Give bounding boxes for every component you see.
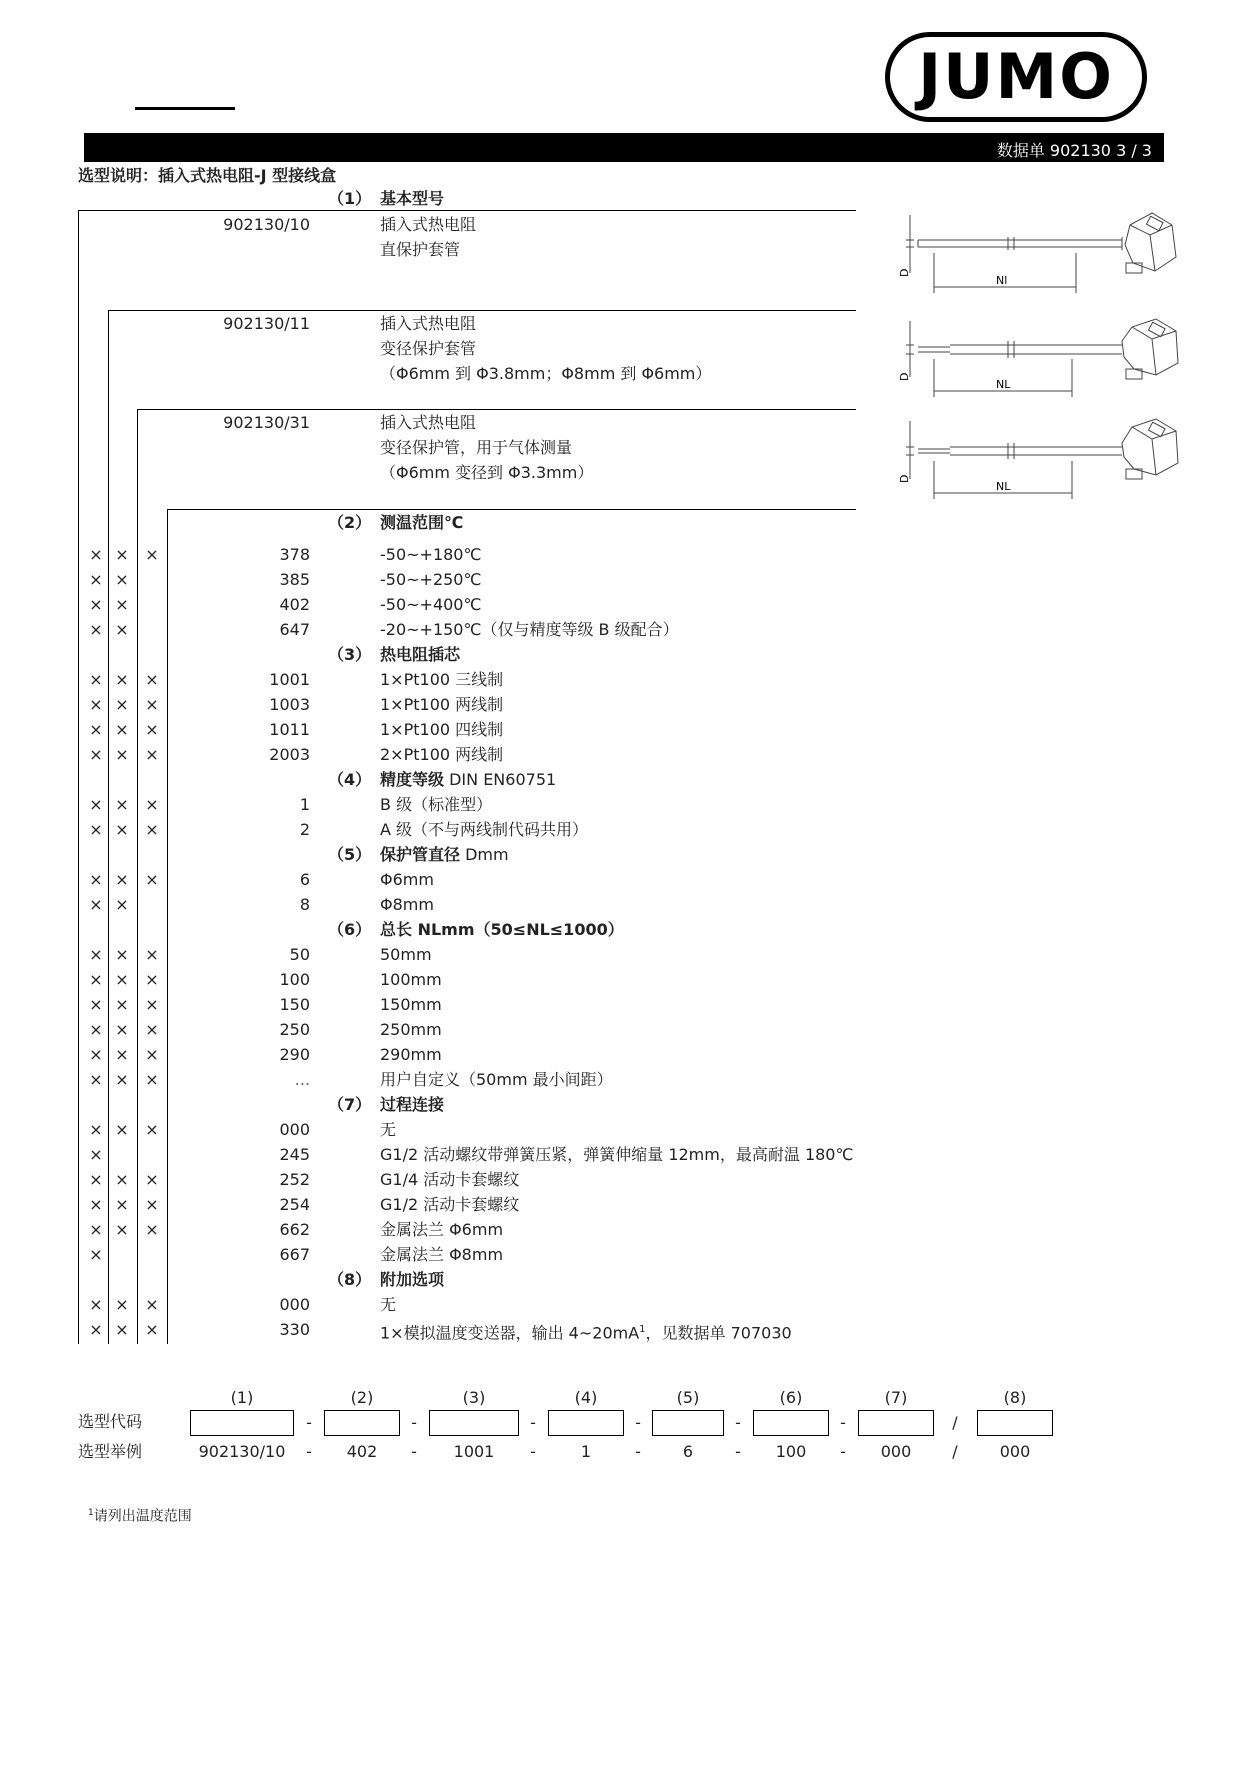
- example-value-8: 000: [999, 1442, 1031, 1461]
- desc: -50~+180℃: [380, 545, 482, 564]
- mark: ×: [89, 995, 103, 1014]
- desc: 290mm: [380, 1045, 442, 1064]
- desc: 金属法兰 Φ6mm: [380, 1220, 504, 1239]
- header-rule: [135, 107, 235, 110]
- order-num-5: (5): [676, 1388, 700, 1407]
- mark: ×: [115, 1320, 129, 1339]
- section-5-number: （5）: [328, 845, 372, 864]
- mark: ×: [89, 1045, 103, 1064]
- mark: ×: [89, 820, 103, 839]
- section-7-number: （7）: [328, 1095, 372, 1114]
- logo-text: JUMO: [918, 40, 1114, 113]
- type-11-desc-2: 变径保护套管: [380, 339, 477, 358]
- section-6-number: （6）: [328, 920, 372, 939]
- mark: ×: [145, 1120, 159, 1139]
- section-2-title: 测温范围℃: [380, 513, 464, 532]
- code: 647: [279, 620, 310, 639]
- order-num-2: (2): [350, 1388, 374, 1407]
- mark: ×: [115, 1295, 129, 1314]
- mark: ×: [89, 1145, 103, 1164]
- mark: ×: [115, 995, 129, 1014]
- order-num-6: (6): [779, 1388, 803, 1407]
- mark: ×: [89, 870, 103, 889]
- type-10-code: 902130/10: [223, 215, 310, 234]
- example-separator: -: [840, 1442, 846, 1461]
- order-field-2[interactable]: [324, 1410, 400, 1436]
- mark: ×: [115, 620, 129, 639]
- footnote: $^1$请列出温度范围: [88, 1508, 192, 1525]
- code: 667: [279, 1245, 310, 1264]
- mark: ×: [115, 1195, 129, 1214]
- order-num-8: (8): [1003, 1388, 1027, 1407]
- mark: ×: [115, 1020, 129, 1039]
- mark: ×: [145, 1220, 159, 1239]
- code: 385: [279, 570, 310, 589]
- order-field-8[interactable]: [977, 1410, 1053, 1436]
- desc: 1×模拟温度变送器，输出 $4\sim 20mA^1$，见数据单 707030: [380, 1323, 792, 1343]
- section-5-title: 保护管直径 Dmm: [380, 845, 509, 864]
- example-value-4: 1: [580, 1442, 592, 1461]
- datasheet-number: 数据单 902130 3 / 3: [996, 141, 1152, 160]
- type-10-desc-2: 直保护套管: [380, 240, 461, 259]
- section-4-number: （4）: [328, 770, 372, 789]
- header-bar: [84, 133, 1164, 162]
- mark: ×: [115, 670, 129, 689]
- desc: B 级（标准型）: [380, 795, 493, 814]
- desc: 无: [380, 1295, 397, 1314]
- code: 245: [279, 1145, 310, 1164]
- code: 2: [299, 820, 310, 839]
- order-num-1: (1): [230, 1388, 254, 1407]
- type-11-desc-1: 插入式热电阻: [380, 314, 477, 333]
- mark: ×: [115, 870, 129, 889]
- section-3-number: （3）: [328, 645, 372, 664]
- mark: ×: [115, 945, 129, 964]
- type-11-code: 902130/11: [223, 314, 310, 333]
- order-field-3[interactable]: [429, 1410, 519, 1436]
- section-8-number: （8）: [328, 1270, 372, 1289]
- desc: Φ8mm: [380, 895, 434, 914]
- mark: ×: [145, 1045, 159, 1064]
- order-separator: -: [411, 1413, 417, 1432]
- code: 250: [279, 1020, 310, 1039]
- desc: -50~+250℃: [380, 570, 482, 589]
- nl-label: NL: [996, 378, 1011, 391]
- section-8-title: 附加选项: [380, 1270, 445, 1289]
- example-value-7: 000: [880, 1442, 912, 1461]
- desc: -20~+150℃（仅与精度等级 B 级配合）: [380, 620, 679, 639]
- code: 402: [279, 595, 310, 614]
- mark: ×: [115, 695, 129, 714]
- code: 1001: [269, 670, 310, 689]
- mark: ×: [115, 895, 129, 914]
- mark: ×: [89, 895, 103, 914]
- desc: 无: [380, 1120, 397, 1139]
- mark: ×: [115, 1220, 129, 1239]
- mark: ×: [145, 695, 159, 714]
- tree-line-3: [137, 409, 138, 1344]
- order-num-4: (4): [574, 1388, 598, 1407]
- d-label: D: [898, 474, 911, 483]
- mark: ×: [145, 1170, 159, 1189]
- mark: ×: [89, 1295, 103, 1314]
- mark: ×: [145, 820, 159, 839]
- section-2-number: （2）: [328, 513, 372, 532]
- code: 6: [299, 870, 310, 889]
- code: 8: [299, 895, 310, 914]
- mark: ×: [89, 695, 103, 714]
- mark: ×: [89, 545, 103, 564]
- mark: ×: [145, 970, 159, 989]
- type-31-rule: [137, 409, 856, 410]
- desc: 1×Pt100 两线制: [380, 695, 504, 714]
- code: 662: [279, 1220, 310, 1239]
- code: ...: [294, 1070, 310, 1089]
- example-value-6: 100: [775, 1442, 807, 1461]
- desc: 金属法兰 Φ8mm: [380, 1245, 504, 1264]
- order-field-4[interactable]: [548, 1410, 624, 1436]
- desc: 1×Pt100 三线制: [380, 670, 504, 689]
- mark: ×: [145, 670, 159, 689]
- order-field-1[interactable]: [190, 1410, 294, 1436]
- mark: ×: [115, 1070, 129, 1089]
- example-separator: -: [530, 1442, 536, 1461]
- desc: A 级（不与两线制代码共用）: [380, 820, 589, 839]
- d-label: D: [898, 268, 911, 277]
- mark: ×: [89, 595, 103, 614]
- mark: ×: [115, 1045, 129, 1064]
- type-11-rule: [108, 310, 856, 311]
- order-num-3: (3): [462, 1388, 486, 1407]
- order-field-6[interactable]: [753, 1410, 829, 1436]
- desc: 250mm: [380, 1020, 442, 1039]
- desc: -50~+400℃: [380, 595, 482, 614]
- tree-line-2: [108, 310, 109, 1344]
- section-6-title: 总长 NLmm（50≤NL≤1000）: [380, 920, 624, 939]
- code: 000: [279, 1120, 310, 1139]
- section-1-title: 基本型号: [380, 189, 445, 208]
- order-separator: -: [635, 1413, 641, 1432]
- desc: 100mm: [380, 970, 442, 989]
- mark: ×: [115, 595, 129, 614]
- mark: ×: [145, 995, 159, 1014]
- mark: ×: [145, 1295, 159, 1314]
- section-1-number: （1）: [328, 189, 372, 208]
- code: 000: [279, 1295, 310, 1314]
- mark: ×: [145, 870, 159, 889]
- mark: ×: [145, 720, 159, 739]
- order-separator-slash: /: [952, 1413, 958, 1432]
- d-label: D: [898, 372, 911, 381]
- example-separator: -: [306, 1442, 312, 1461]
- mark: ×: [89, 1195, 103, 1214]
- mark: ×: [89, 1220, 103, 1239]
- mark: ×: [115, 545, 129, 564]
- desc: 50mm: [380, 945, 432, 964]
- mark: ×: [115, 1170, 129, 1189]
- mark: ×: [89, 620, 103, 639]
- code: 254: [279, 1195, 310, 1214]
- desc: G1/2 活动螺纹带弹簧压紧，弹簧伸缩量 12mm，最高耐温 180℃: [380, 1145, 854, 1164]
- mark: ×: [89, 720, 103, 739]
- type-31-desc-3: （Φ6mm 变径到 Φ3.3mm）: [380, 463, 594, 482]
- tree-line-1: [78, 210, 79, 1344]
- mark: ×: [145, 1320, 159, 1339]
- example-value-1: 902130/10: [198, 1442, 286, 1461]
- desc: 1×Pt100 四线制: [380, 720, 504, 739]
- mark: ×: [145, 745, 159, 764]
- desc: G1/4 活动卡套螺纹: [380, 1170, 520, 1189]
- mark: ×: [115, 970, 129, 989]
- mark: ×: [89, 670, 103, 689]
- order-num-7: (7): [884, 1388, 908, 1407]
- mark: ×: [145, 1070, 159, 1089]
- thermometer-figure-gas: [900, 413, 1180, 513]
- desc: 150mm: [380, 995, 442, 1014]
- thermometer-figure-reduced: [900, 315, 1180, 415]
- order-field-7[interactable]: [858, 1410, 934, 1436]
- order-separator: -: [840, 1413, 846, 1432]
- example-separator-slash: /: [952, 1442, 958, 1461]
- code: 1011: [269, 720, 310, 739]
- type-31-code: 902130/31: [223, 413, 310, 432]
- mark: ×: [145, 1195, 159, 1214]
- type-11-desc-3: （Φ6mm 到 Φ3.8mm；Φ8mm 到 Φ6mm）: [380, 364, 712, 383]
- type-31-desc-2: 变径保护管，用于气体测量: [380, 438, 573, 457]
- desc: Φ6mm: [380, 870, 434, 889]
- mark: ×: [89, 795, 103, 814]
- desc: 用户自定义（50mm 最小间距）: [380, 1070, 613, 1089]
- mark: ×: [145, 1020, 159, 1039]
- mark: ×: [145, 545, 159, 564]
- mark: ×: [115, 720, 129, 739]
- code: 150: [279, 995, 310, 1014]
- mark: ×: [89, 1170, 103, 1189]
- order-separator: -: [530, 1413, 536, 1432]
- mark: ×: [89, 570, 103, 589]
- order-field-5[interactable]: [652, 1410, 724, 1436]
- mark: ×: [115, 795, 129, 814]
- tree-line-4: [167, 509, 168, 1344]
- code: 50: [289, 945, 310, 964]
- order-separator: -: [306, 1413, 312, 1432]
- section-4-title: 精度等级 DIN EN60751: [380, 770, 557, 789]
- code: 1003: [269, 695, 310, 714]
- mark: ×: [89, 1070, 103, 1089]
- desc: 2×Pt100 两线制: [380, 745, 504, 764]
- example-value-3: 1001: [453, 1442, 495, 1461]
- mark: ×: [115, 570, 129, 589]
- order-code-label: 选型代码: [78, 1412, 143, 1431]
- type-10-desc-1: 插入式热电阻: [380, 215, 477, 234]
- example-value-2: 402: [346, 1442, 378, 1461]
- section-3-title: 热电阻插芯: [380, 645, 461, 664]
- mark: ×: [145, 945, 159, 964]
- example-separator: -: [411, 1442, 417, 1461]
- desc: G1/2 活动卡套螺纹: [380, 1195, 520, 1214]
- nl-label: Nl: [996, 274, 1008, 287]
- mark: ×: [89, 745, 103, 764]
- mark: ×: [89, 945, 103, 964]
- mark: ×: [115, 745, 129, 764]
- jumo-logo: [885, 32, 1147, 122]
- code: 330: [279, 1320, 310, 1339]
- mark: ×: [89, 1245, 103, 1264]
- example-value-5: 6: [682, 1442, 694, 1461]
- example-separator: -: [635, 1442, 641, 1461]
- code: 252: [279, 1170, 310, 1189]
- order-separator: -: [735, 1413, 741, 1432]
- mark: ×: [115, 1120, 129, 1139]
- mark: ×: [89, 1120, 103, 1139]
- section-1-rule: [78, 210, 856, 211]
- nl-label: NL: [996, 480, 1011, 493]
- thermometer-figure-straight: [900, 205, 1180, 315]
- section-7-title: 过程连接: [380, 1095, 445, 1114]
- type-31-desc-1: 插入式热电阻: [380, 413, 477, 432]
- mark: ×: [89, 1020, 103, 1039]
- code: 100: [279, 970, 310, 989]
- code: 2003: [269, 745, 310, 764]
- code: 378: [279, 545, 310, 564]
- code: 290: [279, 1045, 310, 1064]
- order-example-label: 选型举例: [78, 1442, 143, 1461]
- code: 1: [299, 795, 310, 814]
- page-title: 选型说明：插入式热电阻-J 型接线盒: [78, 166, 337, 185]
- mark: ×: [115, 820, 129, 839]
- mark: ×: [145, 795, 159, 814]
- mark: ×: [89, 970, 103, 989]
- section-2-rule: [167, 509, 856, 510]
- mark: ×: [89, 1320, 103, 1339]
- example-separator: -: [735, 1442, 741, 1461]
